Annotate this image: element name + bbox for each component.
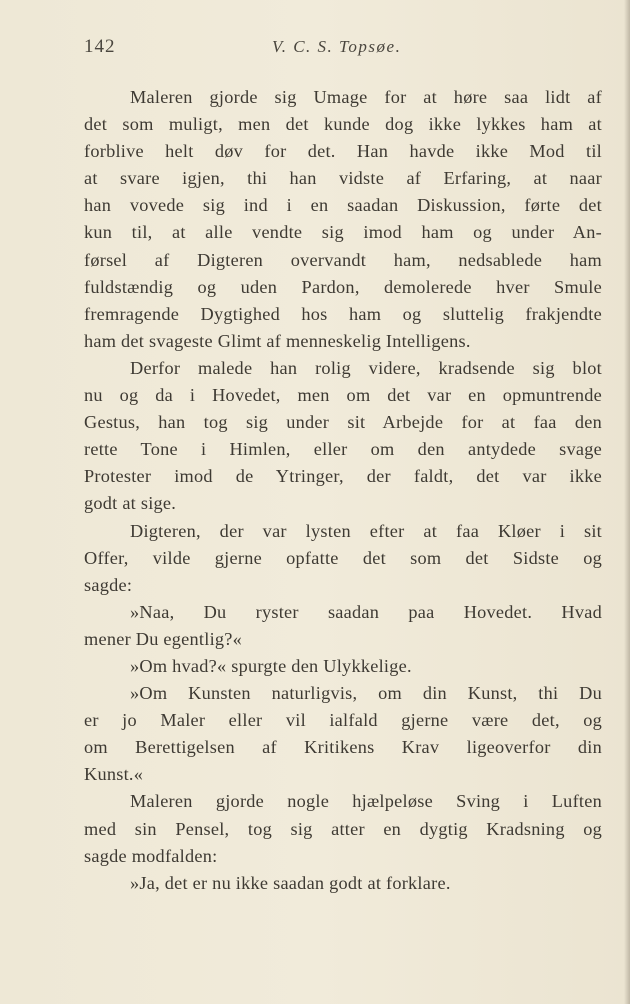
text-line: forblive helt døv for det. Han havde ikke Mod til	[84, 141, 602, 162]
text-line: kun til, at alle vendte sig imod ham og under An-	[84, 222, 602, 243]
text-line: Gestus, han tog sig under sit Arbejde for at faa den	[84, 412, 602, 433]
text-line: med sin Pensel, tog sig atter en dygtig Kradsning og	[84, 818, 602, 839]
body-text	[84, 84, 602, 897]
text-line: »Om Kunsten naturligvis, om din Kunst, thi Du	[130, 683, 602, 704]
text-line: fuldstændig og uden Pardon, demolerede hver Smule	[84, 276, 602, 297]
text-line: førsel af Digteren overvandt ham, nedsablede ham	[84, 249, 602, 270]
text-line: sagde:	[84, 574, 133, 595]
page-header	[84, 36, 584, 64]
text-line: mener Du egentlig?«	[84, 628, 243, 649]
text-line: Derfor malede han rolig videre, kradsende sig blot	[130, 357, 602, 378]
text-line: Maleren gjorde nogle hjælpeløse Sving i Luften	[130, 791, 602, 812]
text-line: »Naa, Du ryster saadan paa Hovedet. Hvad	[130, 601, 602, 622]
text-line: »Ja, det er nu ikke saadan godt at forklare.	[130, 872, 451, 893]
text-line: er jo Maler eller vil ialfald gjerne være det, og	[84, 710, 602, 731]
text-line: nu og da i Hovedet, men om det var en opmuntrende	[84, 385, 602, 406]
text-line: Maleren gjorde sig Umage for at høre saa lidt af	[130, 87, 602, 107]
text-line: Kunst.«	[84, 764, 144, 785]
text-line: det som muligt, men det kunde dog ikke lykkes ham at	[84, 114, 602, 135]
running-head: V. C. S. Topsøe.	[272, 37, 402, 56]
text-line: fremragende Dygtighed hos ham og sluttelig frakjendte	[84, 303, 602, 324]
text-line: han vovede sig ind i en saadan Diskussion, førte det	[84, 195, 602, 216]
text-line: at svare igjen, thi han vidste af Erfaring, at naar	[84, 168, 602, 189]
page-edge-shadow	[624, 0, 630, 1004]
text-line: ham det svageste Glimt af menneskelig Intelligens.	[84, 330, 471, 351]
text-line: Offer, vilde gjerne opfatte det som det Sidste og	[84, 547, 602, 568]
text-line: om Berettigelsen af Kritikens Krav ligeoverfor din	[84, 737, 602, 758]
text-line: rette Tone i Himlen, eller om den antydede svage	[84, 439, 602, 460]
text-line: »Om hvad?« spurgte den Ulykkelige.	[130, 655, 412, 676]
text-line: sagde modfalden:	[84, 845, 218, 866]
text-line: Protester imod de Ytringer, der faldt, det var ikke	[84, 466, 602, 487]
page-number: 142	[84, 36, 116, 57]
text-line: godt at sige.	[84, 493, 177, 514]
text-line: Digteren, der var lysten efter at faa Kløer i sit	[130, 520, 602, 541]
